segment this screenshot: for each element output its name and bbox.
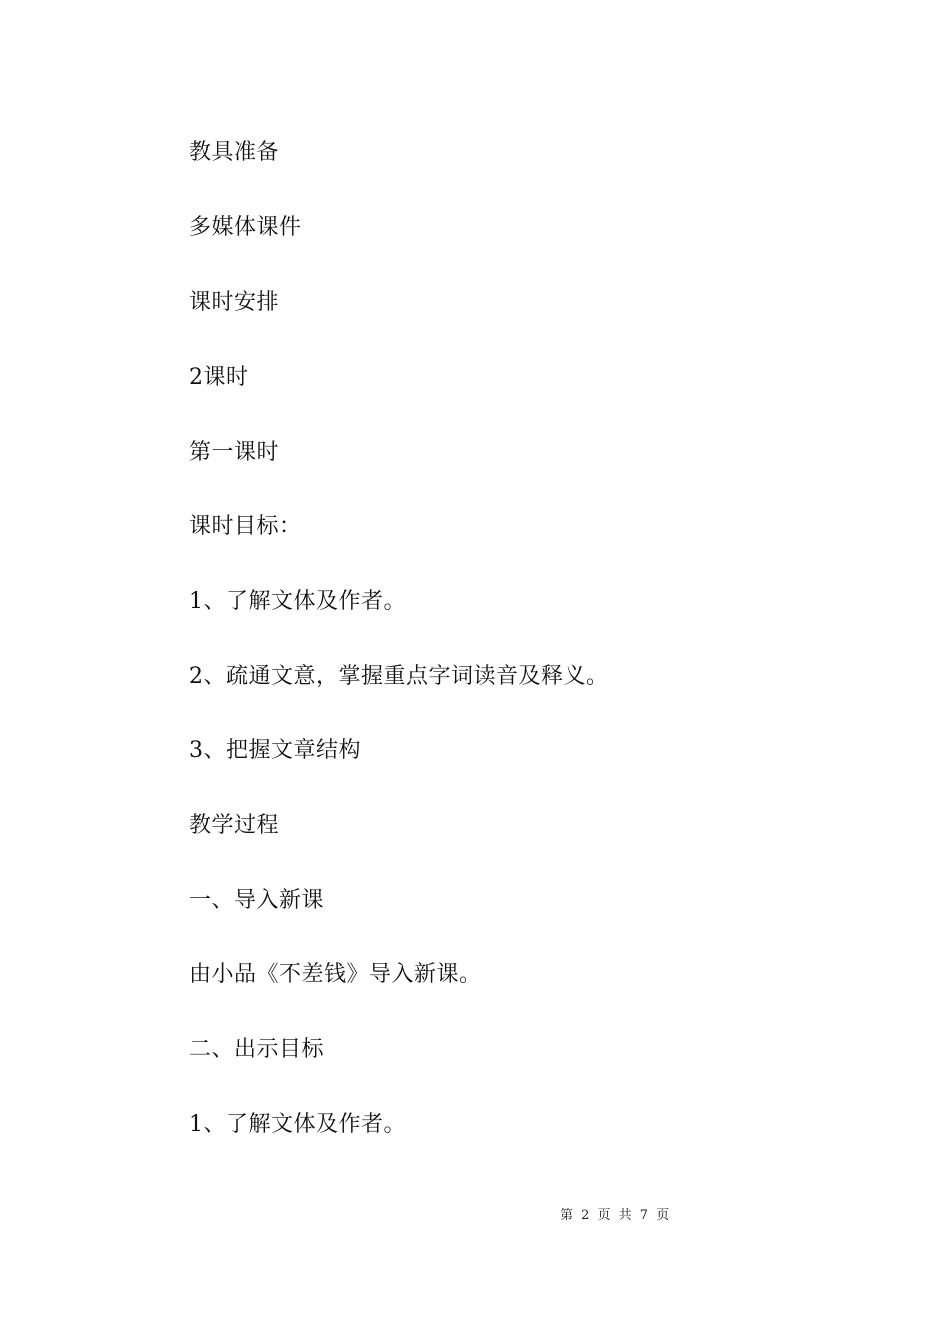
page-footer: 第 2 页 共 7 页: [560, 1208, 670, 1223]
heading-schedule: 课时安排: [189, 290, 280, 315]
section-show-goals: 二、出示目标: [189, 1037, 325, 1062]
section-introduction: 一、导入新课: [189, 888, 325, 913]
goal-item-2: 2、疏通文意，掌握重点字词读音及释义。: [189, 664, 609, 689]
goal-item-3: 3、把握文章结构: [189, 738, 361, 763]
text-introduction: 由小品《不差钱》导入新课。: [189, 962, 482, 987]
goal-item-repeat-1: 1、了解文体及作者。: [189, 1112, 406, 1137]
heading-lesson-goals: 课时目标：: [189, 514, 302, 539]
heading-teaching-aids: 教具准备: [189, 140, 280, 165]
heading-teaching-process: 教学过程: [189, 813, 280, 838]
text-multimedia: 多媒体课件: [189, 215, 302, 240]
goal-item-1: 1、了解文体及作者。: [189, 589, 406, 614]
text-class-hours: 2课时: [189, 365, 249, 390]
heading-first-lesson: 第一课时: [189, 440, 280, 465]
